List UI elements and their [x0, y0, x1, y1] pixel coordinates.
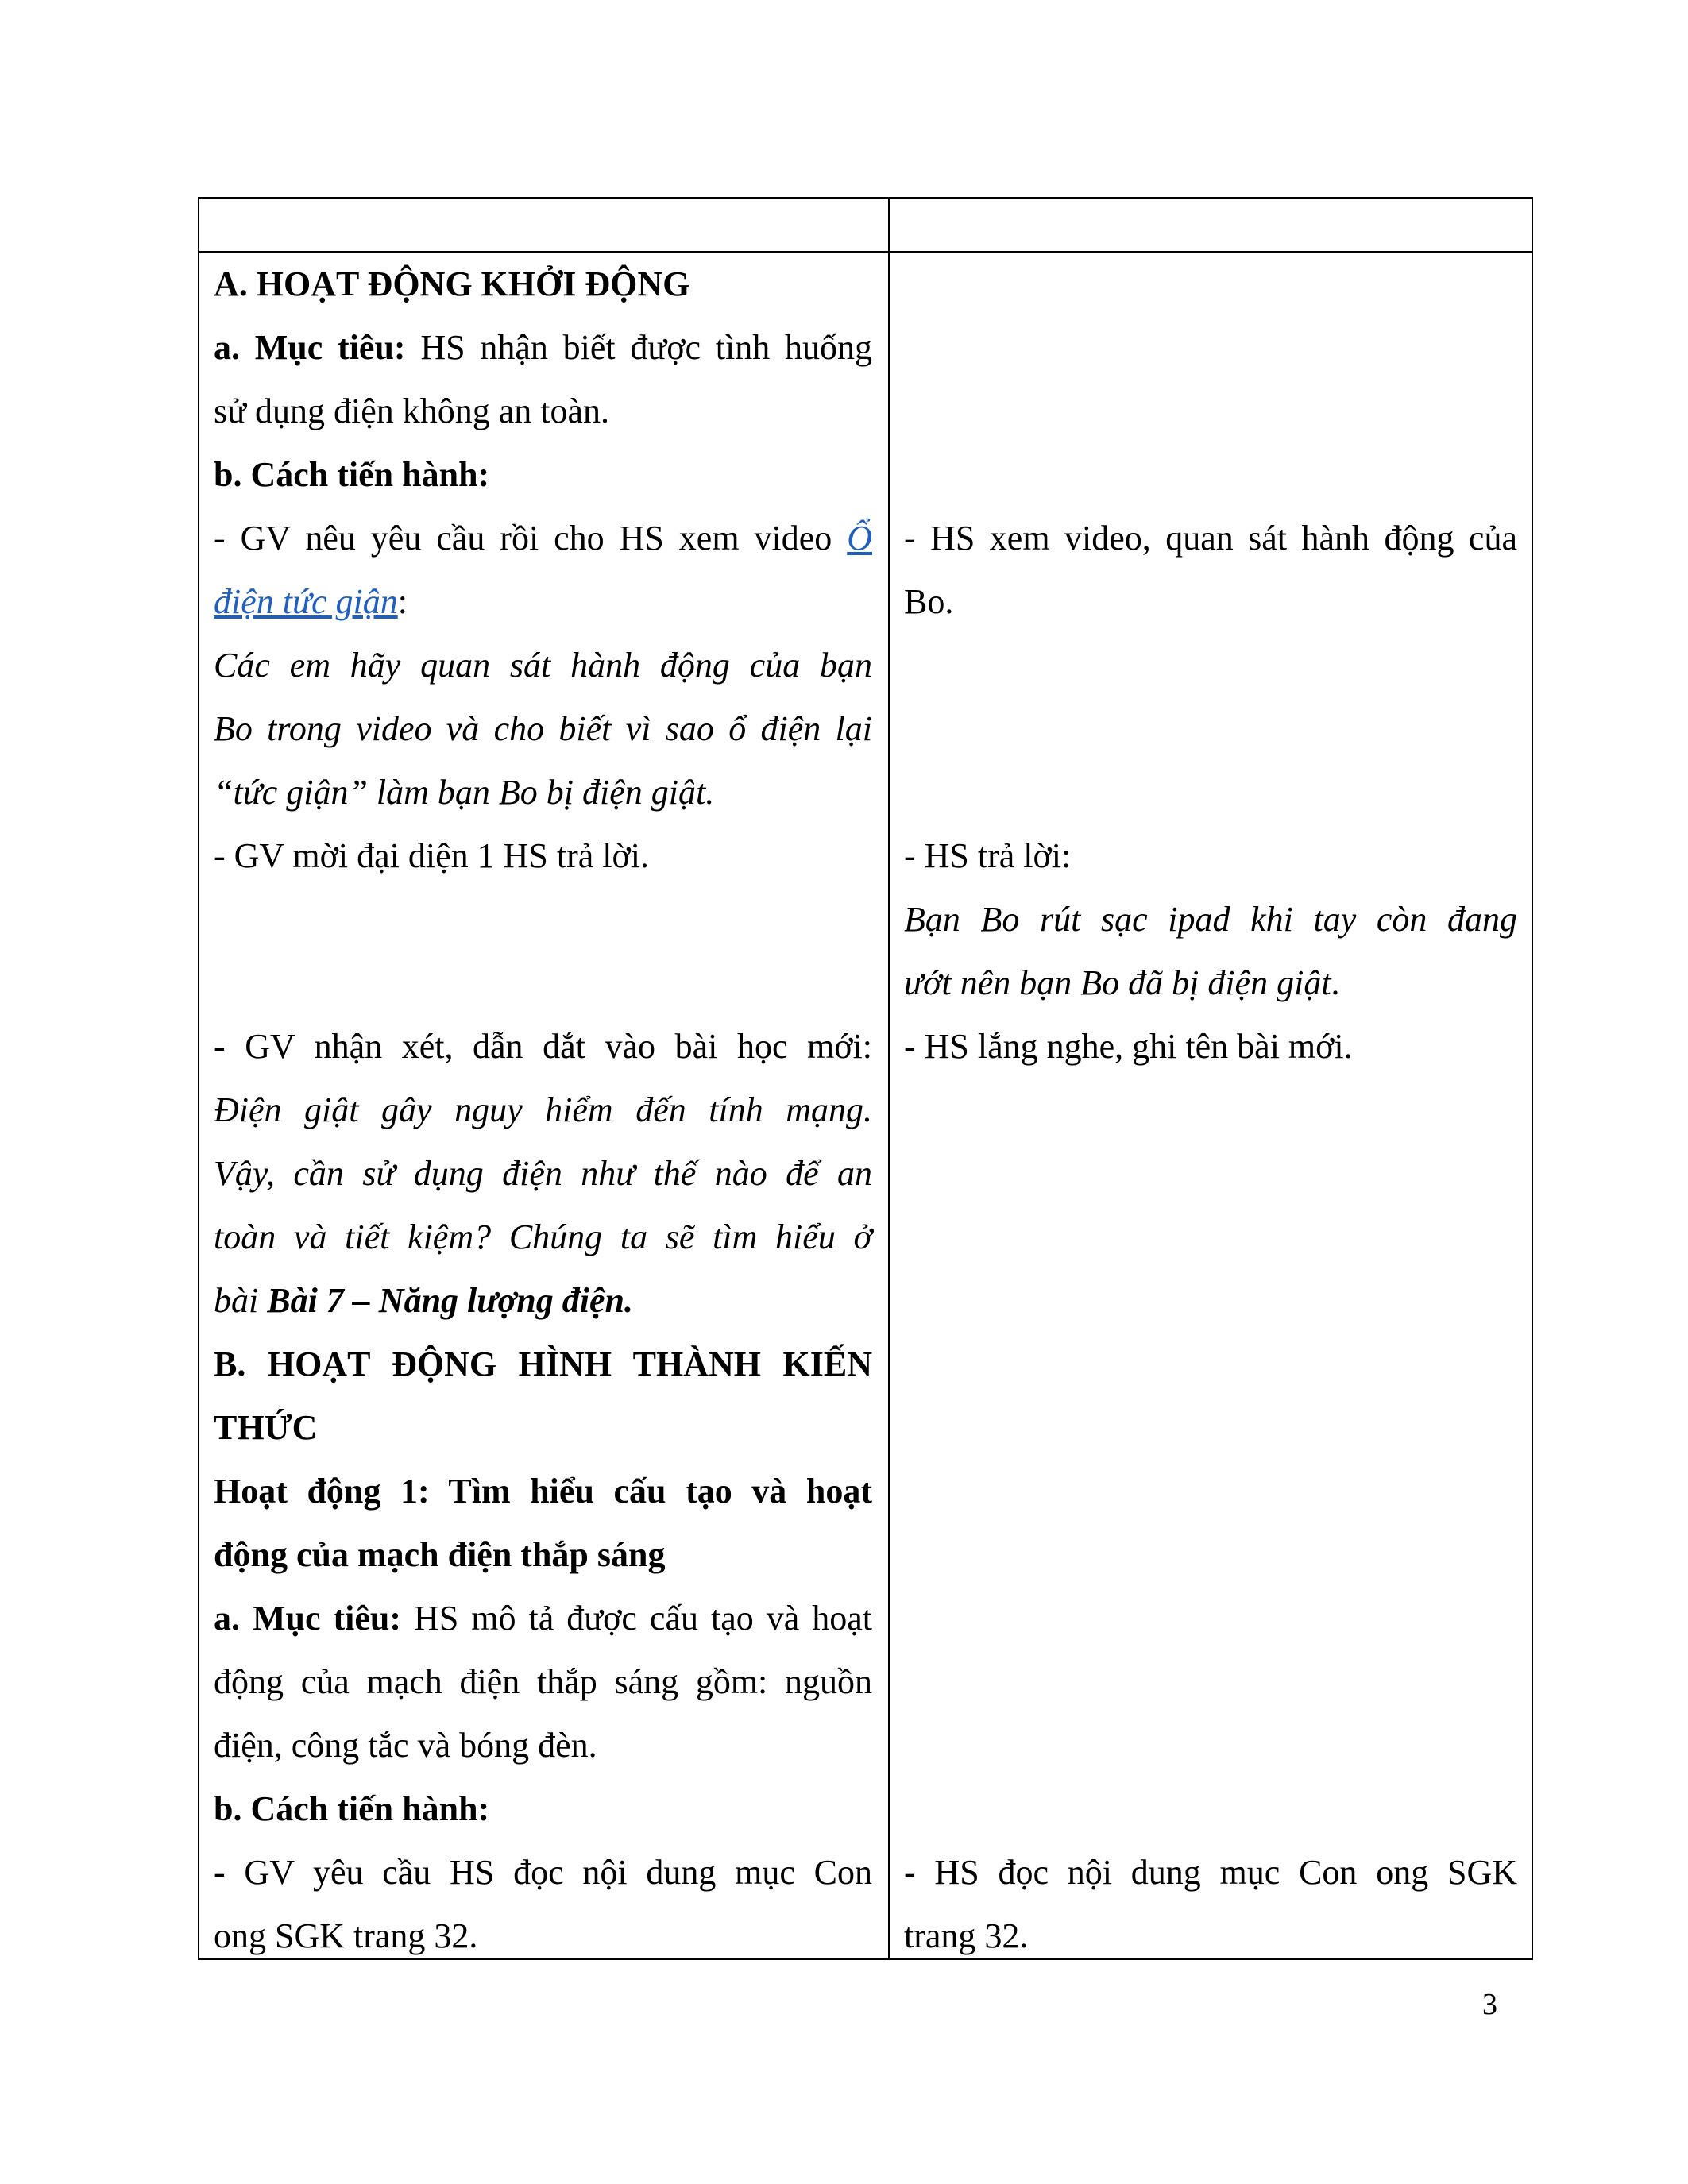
text-line: - GV yêu cầu HS đọc nội dung mục Con [214, 1853, 872, 1892]
text-line: - GV mời đại diện 1 HS trả lời. [214, 836, 650, 875]
text-line: trang 32. [904, 1916, 1029, 1955]
question-line: Bo trong video và cho biết vì sao ổ điện lại [214, 709, 872, 748]
text-line: - GV nhận xét, dẫn dắt vào bài học mới: [214, 1027, 872, 1066]
question-line: Các em hãy quan sát hành động của bạn [214, 646, 872, 685]
lesson-title: Bài 7 – Năng lượng điện. [267, 1281, 633, 1320]
intro-line: Vậy, cần sử dụng điện như thế nào để an [214, 1154, 872, 1193]
gv-video-line [214, 507, 872, 570]
objective-a-line [214, 316, 872, 380]
objective-b-line [214, 1587, 872, 1650]
text-line: - HS xem video, quan sát hành động của [904, 519, 1517, 558]
intro-line: toàn và tiết kiệm? Chúng ta sẽ tìm hiểu ở [214, 1217, 872, 1256]
intro-line: Điện giật gây nguy hiểm đến tính mạng. [214, 1090, 872, 1129]
section-b-heading: B. HOẠT ĐỘNG HÌNH THÀNH KIẾN [214, 1345, 872, 1383]
video-link[interactable]: điện tức giận [214, 582, 398, 621]
page-number: 3 [1482, 1988, 1497, 2021]
activity-1-heading: Hoạt động 1: Tìm hiểu cấu tạo và hoạt [214, 1472, 872, 1511]
lesson-prefix: bài [214, 1281, 268, 1320]
text-line: ong SGK trang 32. [214, 1916, 478, 1955]
table-header-row [199, 199, 1532, 253]
answer-text: ướt nên bạn Bo đã bị điện giật [904, 963, 1331, 1002]
text-line: điện, công tắc và bóng đèn. [214, 1726, 597, 1765]
answer-line [904, 951, 1517, 1015]
section-a-heading: A. HOẠT ĐỘNG KHỞI ĐỘNG [214, 264, 690, 303]
lesson-title-line [214, 1269, 872, 1333]
question-line: “tức giận” làm bạn Bo bị điện giật. [214, 773, 715, 812]
teacher-activities-column [199, 253, 888, 1958]
lesson-table [198, 197, 1533, 1960]
objective-text: HS nhận biết được tình huống [405, 328, 872, 367]
text-line: - HS trả lời: [904, 836, 1072, 875]
student-activities-column [890, 253, 1533, 1958]
section-b-heading-cont: THỨC [214, 1408, 318, 1447]
activity-1-heading-cont: động của mạch điện thắp sáng [214, 1535, 666, 1574]
video-link-start[interactable]: Ổ [847, 519, 872, 558]
procedure-heading: b. Cách tiến hành: [214, 455, 490, 494]
objective-label: a. Mục tiêu: [214, 328, 406, 367]
procedure-heading: b. Cách tiến hành: [214, 1789, 490, 1828]
objective-label: a. Mục tiêu: [214, 1599, 402, 1638]
gv-video-text: - GV nêu yêu cầu rồi cho HS xem video [214, 519, 848, 558]
text-line: sử dụng điện không an toàn. [214, 392, 610, 430]
text-line: Bo. [904, 582, 954, 621]
period-text: . [1331, 963, 1340, 1002]
text-line: - HS lắng nghe, ghi tên bài mới. [904, 1027, 1353, 1066]
text-line: động của mạch điện thắp sáng gồm: nguồn [214, 1662, 872, 1701]
video-link-line [214, 570, 872, 634]
objective-text: HS mô tả được cấu tạo và hoạt [401, 1599, 873, 1638]
answer-line: Bạn Bo rút sạc ipad khi tay còn đang [904, 900, 1517, 939]
text-line: - HS đọc nội dung mục Con ong SGK [904, 1853, 1517, 1892]
colon-text: : [397, 582, 408, 621]
